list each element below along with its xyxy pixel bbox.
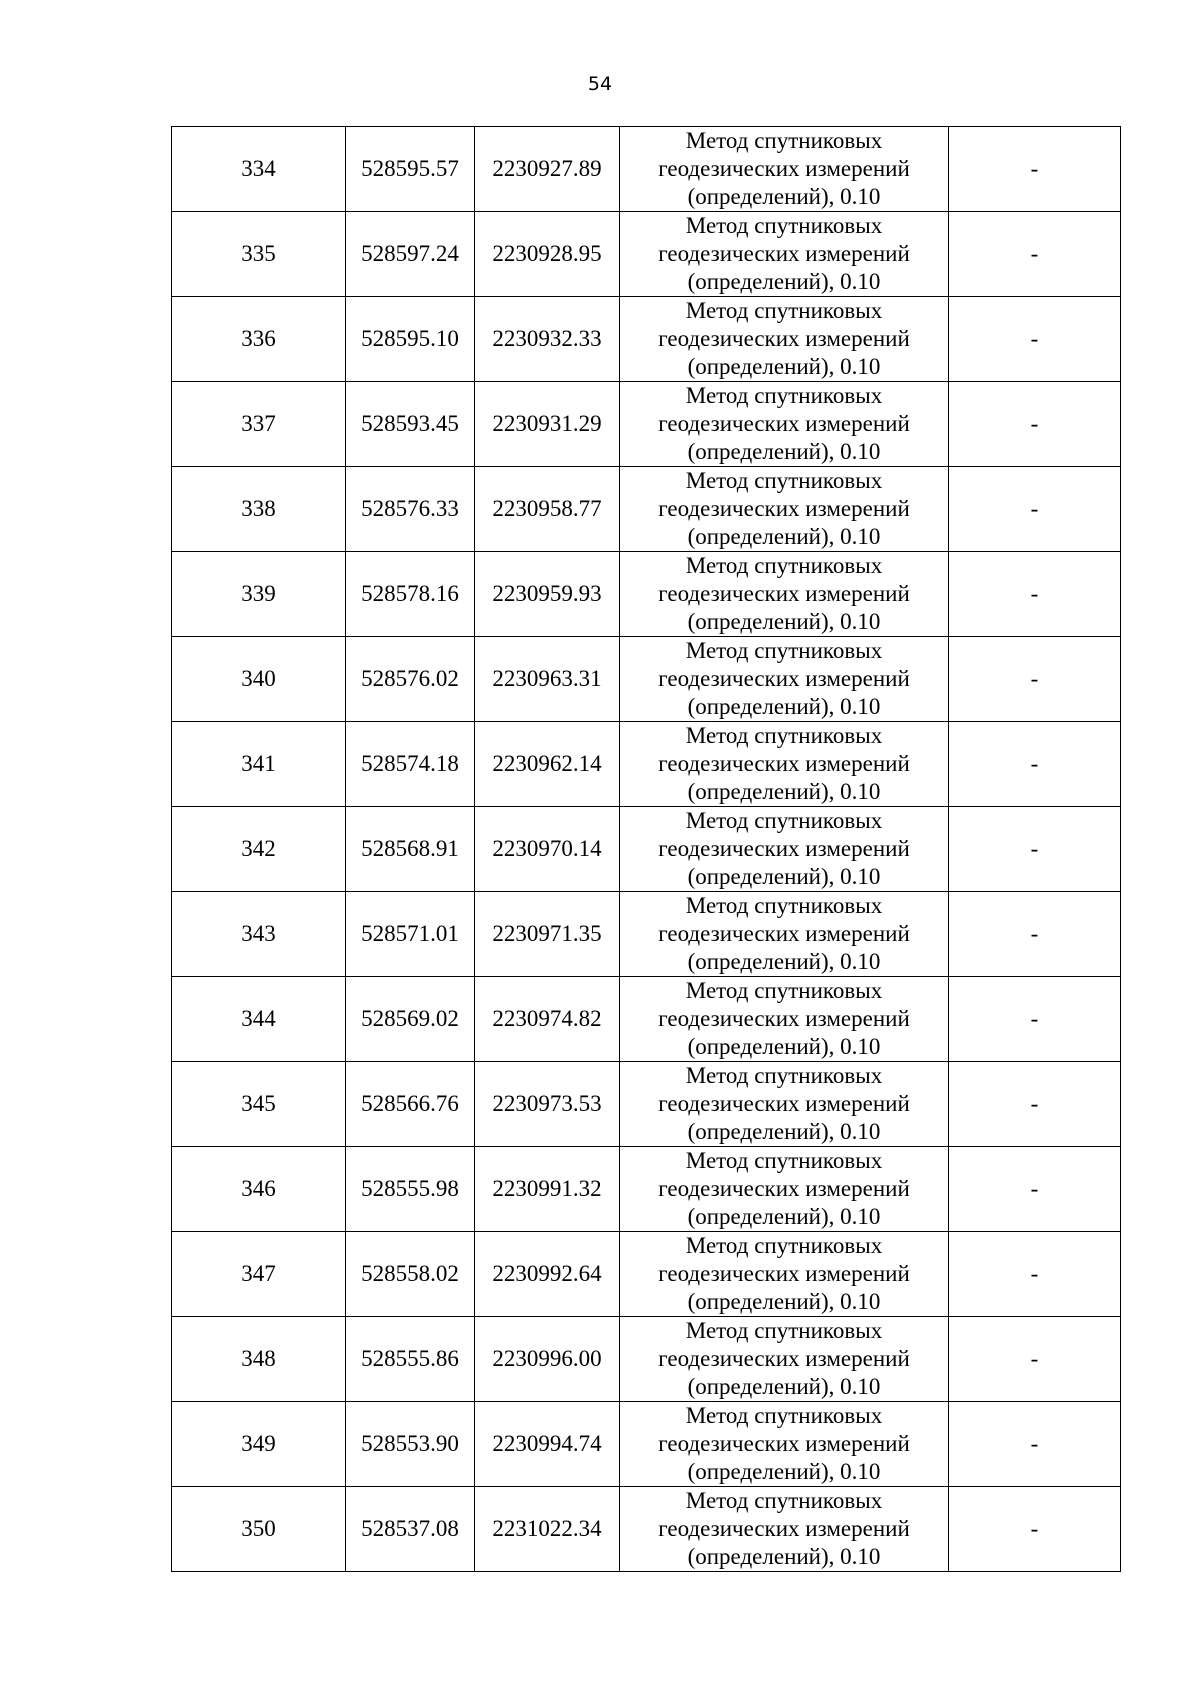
method-line: геодезических измерений xyxy=(658,921,910,946)
method-line: геодезических измерений xyxy=(658,241,910,266)
y-coordinate-cell: 2230991.32 xyxy=(475,1147,620,1232)
note-cell: - xyxy=(949,297,1121,382)
method-cell xyxy=(620,127,949,212)
note-cell: - xyxy=(949,637,1121,722)
point-number-cell: 344 xyxy=(172,977,346,1062)
method-line: Метод спутниковых xyxy=(685,1233,883,1258)
y-coordinate-cell: 2230971.35 xyxy=(475,892,620,977)
method-line: Метод спутниковых xyxy=(685,383,883,408)
x-coordinate-cell: 528568.91 xyxy=(346,807,475,892)
y-coordinate-cell: 2231022.34 xyxy=(475,1487,620,1572)
method-cell xyxy=(620,1402,949,1487)
method-line: Метод спутниковых xyxy=(685,213,883,238)
method-cell xyxy=(620,297,949,382)
method-line: (определений), 0.10 xyxy=(687,354,881,379)
method-cell xyxy=(620,552,949,637)
table-row xyxy=(172,977,1121,1062)
method-line: (определений), 0.10 xyxy=(687,1034,881,1059)
method-line: (определений), 0.10 xyxy=(687,609,881,634)
method-cell xyxy=(620,1487,949,1572)
method-line: (определений), 0.10 xyxy=(687,694,881,719)
method-cell xyxy=(620,1232,949,1317)
method-line: Метод спутниковых xyxy=(685,468,883,493)
point-number-cell: 340 xyxy=(172,637,346,722)
method-line: Метод спутниковых xyxy=(685,723,883,748)
table-row xyxy=(172,467,1121,552)
method-line: Метод спутниковых xyxy=(685,978,883,1003)
point-number-cell: 350 xyxy=(172,1487,346,1572)
x-coordinate-cell: 528595.57 xyxy=(346,127,475,212)
note-cell: - xyxy=(949,892,1121,977)
method-line: геодезических измерений xyxy=(658,326,910,351)
table-row xyxy=(172,1402,1121,1487)
table-row xyxy=(172,807,1121,892)
x-coordinate-cell: 528569.02 xyxy=(346,977,475,1062)
x-coordinate-cell: 528553.90 xyxy=(346,1402,475,1487)
note-cell: - xyxy=(949,382,1121,467)
method-line: Метод спутниковых xyxy=(685,553,883,578)
method-cell xyxy=(620,977,949,1062)
method-line: (определений), 0.10 xyxy=(687,184,881,209)
y-coordinate-cell: 2230928.95 xyxy=(475,212,620,297)
method-line: геодезических измерений xyxy=(658,1261,910,1286)
method-line: Метод спутниковых xyxy=(685,1488,883,1513)
table-row xyxy=(172,212,1121,297)
method-cell xyxy=(620,382,949,467)
table-row xyxy=(172,552,1121,637)
y-coordinate-cell: 2230970.14 xyxy=(475,807,620,892)
method-line: (определений), 0.10 xyxy=(687,1204,881,1229)
method-cell xyxy=(620,467,949,552)
method-line: (определений), 0.10 xyxy=(687,1289,881,1314)
table-row xyxy=(172,297,1121,382)
y-coordinate-cell: 2230996.00 xyxy=(475,1317,620,1402)
point-number-cell: 335 xyxy=(172,212,346,297)
table-row xyxy=(172,1147,1121,1232)
method-line: (определений), 0.10 xyxy=(687,524,881,549)
table-row xyxy=(172,127,1121,212)
method-line: (определений), 0.10 xyxy=(687,269,881,294)
x-coordinate-cell: 528576.02 xyxy=(346,637,475,722)
method-line: геодезических измерений xyxy=(658,411,910,436)
note-cell: - xyxy=(949,977,1121,1062)
method-cell xyxy=(620,807,949,892)
point-number-cell: 348 xyxy=(172,1317,346,1402)
coordinates-table-body xyxy=(172,127,1121,1572)
table-row xyxy=(172,1487,1121,1572)
table-row xyxy=(172,722,1121,807)
note-cell: - xyxy=(949,467,1121,552)
method-line: (определений), 0.10 xyxy=(687,1459,881,1484)
method-line: геодезических измерений xyxy=(658,666,910,691)
x-coordinate-cell: 528566.76 xyxy=(346,1062,475,1147)
x-coordinate-cell: 528571.01 xyxy=(346,892,475,977)
method-line: Метод спутниковых xyxy=(685,1318,883,1343)
note-cell: - xyxy=(949,127,1121,212)
method-line: (определений), 0.10 xyxy=(687,1119,881,1144)
note-cell: - xyxy=(949,1147,1121,1232)
method-line: геодезических измерений xyxy=(658,1431,910,1456)
page-number: 54 xyxy=(587,73,613,95)
method-line: Метод спутниковых xyxy=(685,1148,883,1173)
note-cell: - xyxy=(949,1062,1121,1147)
table-row xyxy=(172,382,1121,467)
y-coordinate-cell: 2230962.14 xyxy=(475,722,620,807)
x-coordinate-cell: 528555.98 xyxy=(346,1147,475,1232)
y-coordinate-cell: 2230973.53 xyxy=(475,1062,620,1147)
x-coordinate-cell: 528558.02 xyxy=(346,1232,475,1317)
method-cell xyxy=(620,1317,949,1402)
point-number-cell: 345 xyxy=(172,1062,346,1147)
method-line: Метод спутниковых xyxy=(685,808,883,833)
method-line: Метод спутниковых xyxy=(685,638,883,663)
table-row xyxy=(172,892,1121,977)
method-cell xyxy=(620,892,949,977)
method-line: геодезических измерений xyxy=(658,1091,910,1116)
x-coordinate-cell: 528597.24 xyxy=(346,212,475,297)
coordinates-table xyxy=(171,126,1121,1572)
y-coordinate-cell: 2230927.89 xyxy=(475,127,620,212)
x-coordinate-cell: 528578.16 xyxy=(346,552,475,637)
table-row xyxy=(172,1317,1121,1402)
method-cell xyxy=(620,1147,949,1232)
y-coordinate-cell: 2230974.82 xyxy=(475,977,620,1062)
method-line: (определений), 0.10 xyxy=(687,1374,881,1399)
method-line: геодезических измерений xyxy=(658,1176,910,1201)
method-line: Метод спутниковых xyxy=(685,1403,883,1428)
point-number-cell: 341 xyxy=(172,722,346,807)
method-line: геодезических измерений xyxy=(658,1346,910,1371)
method-cell xyxy=(620,722,949,807)
method-line: геодезических измерений xyxy=(658,156,910,181)
method-line: геодезических измерений xyxy=(658,1516,910,1541)
point-number-cell: 334 xyxy=(172,127,346,212)
method-line: геодезических измерений xyxy=(658,836,910,861)
y-coordinate-cell: 2230992.64 xyxy=(475,1232,620,1317)
note-cell: - xyxy=(949,1487,1121,1572)
method-cell xyxy=(620,212,949,297)
note-cell: - xyxy=(949,1317,1121,1402)
x-coordinate-cell: 528555.86 xyxy=(346,1317,475,1402)
x-coordinate-cell: 528576.33 xyxy=(346,467,475,552)
method-cell xyxy=(620,1062,949,1147)
y-coordinate-cell: 2230963.31 xyxy=(475,637,620,722)
table-row xyxy=(172,1232,1121,1317)
point-number-cell: 339 xyxy=(172,552,346,637)
table-row xyxy=(172,1062,1121,1147)
y-coordinate-cell: 2230932.33 xyxy=(475,297,620,382)
note-cell: - xyxy=(949,1402,1121,1487)
point-number-cell: 338 xyxy=(172,467,346,552)
point-number-cell: 343 xyxy=(172,892,346,977)
method-line: Метод спутниковых xyxy=(685,893,883,918)
method-line: геодезических измерений xyxy=(658,581,910,606)
note-cell: - xyxy=(949,1232,1121,1317)
x-coordinate-cell: 528574.18 xyxy=(346,722,475,807)
x-coordinate-cell: 528593.45 xyxy=(346,382,475,467)
table-row xyxy=(172,637,1121,722)
point-number-cell: 336 xyxy=(172,297,346,382)
y-coordinate-cell: 2230994.74 xyxy=(475,1402,620,1487)
method-line: (определений), 0.10 xyxy=(687,864,881,889)
point-number-cell: 347 xyxy=(172,1232,346,1317)
method-line: (определений), 0.10 xyxy=(687,1544,881,1569)
point-number-cell: 342 xyxy=(172,807,346,892)
method-line: геодезических измерений xyxy=(658,1006,910,1031)
method-line: Метод спутниковых xyxy=(685,298,883,323)
method-line: Метод спутниковых xyxy=(685,1063,883,1088)
y-coordinate-cell: 2230931.29 xyxy=(475,382,620,467)
method-line: (определений), 0.10 xyxy=(687,439,881,464)
method-line: геодезических измерений xyxy=(658,751,910,776)
x-coordinate-cell: 528595.10 xyxy=(346,297,475,382)
y-coordinate-cell: 2230958.77 xyxy=(475,467,620,552)
note-cell: - xyxy=(949,807,1121,892)
method-cell xyxy=(620,637,949,722)
y-coordinate-cell: 2230959.93 xyxy=(475,552,620,637)
method-line: (определений), 0.10 xyxy=(687,949,881,974)
method-line: (определений), 0.10 xyxy=(687,779,881,804)
method-line: геодезических измерений xyxy=(658,496,910,521)
x-coordinate-cell: 528537.08 xyxy=(346,1487,475,1572)
note-cell: - xyxy=(949,212,1121,297)
point-number-cell: 337 xyxy=(172,382,346,467)
note-cell: - xyxy=(949,552,1121,637)
note-cell: - xyxy=(949,722,1121,807)
point-number-cell: 349 xyxy=(172,1402,346,1487)
point-number-cell: 346 xyxy=(172,1147,346,1232)
method-line: Метод спутниковых xyxy=(685,128,883,153)
